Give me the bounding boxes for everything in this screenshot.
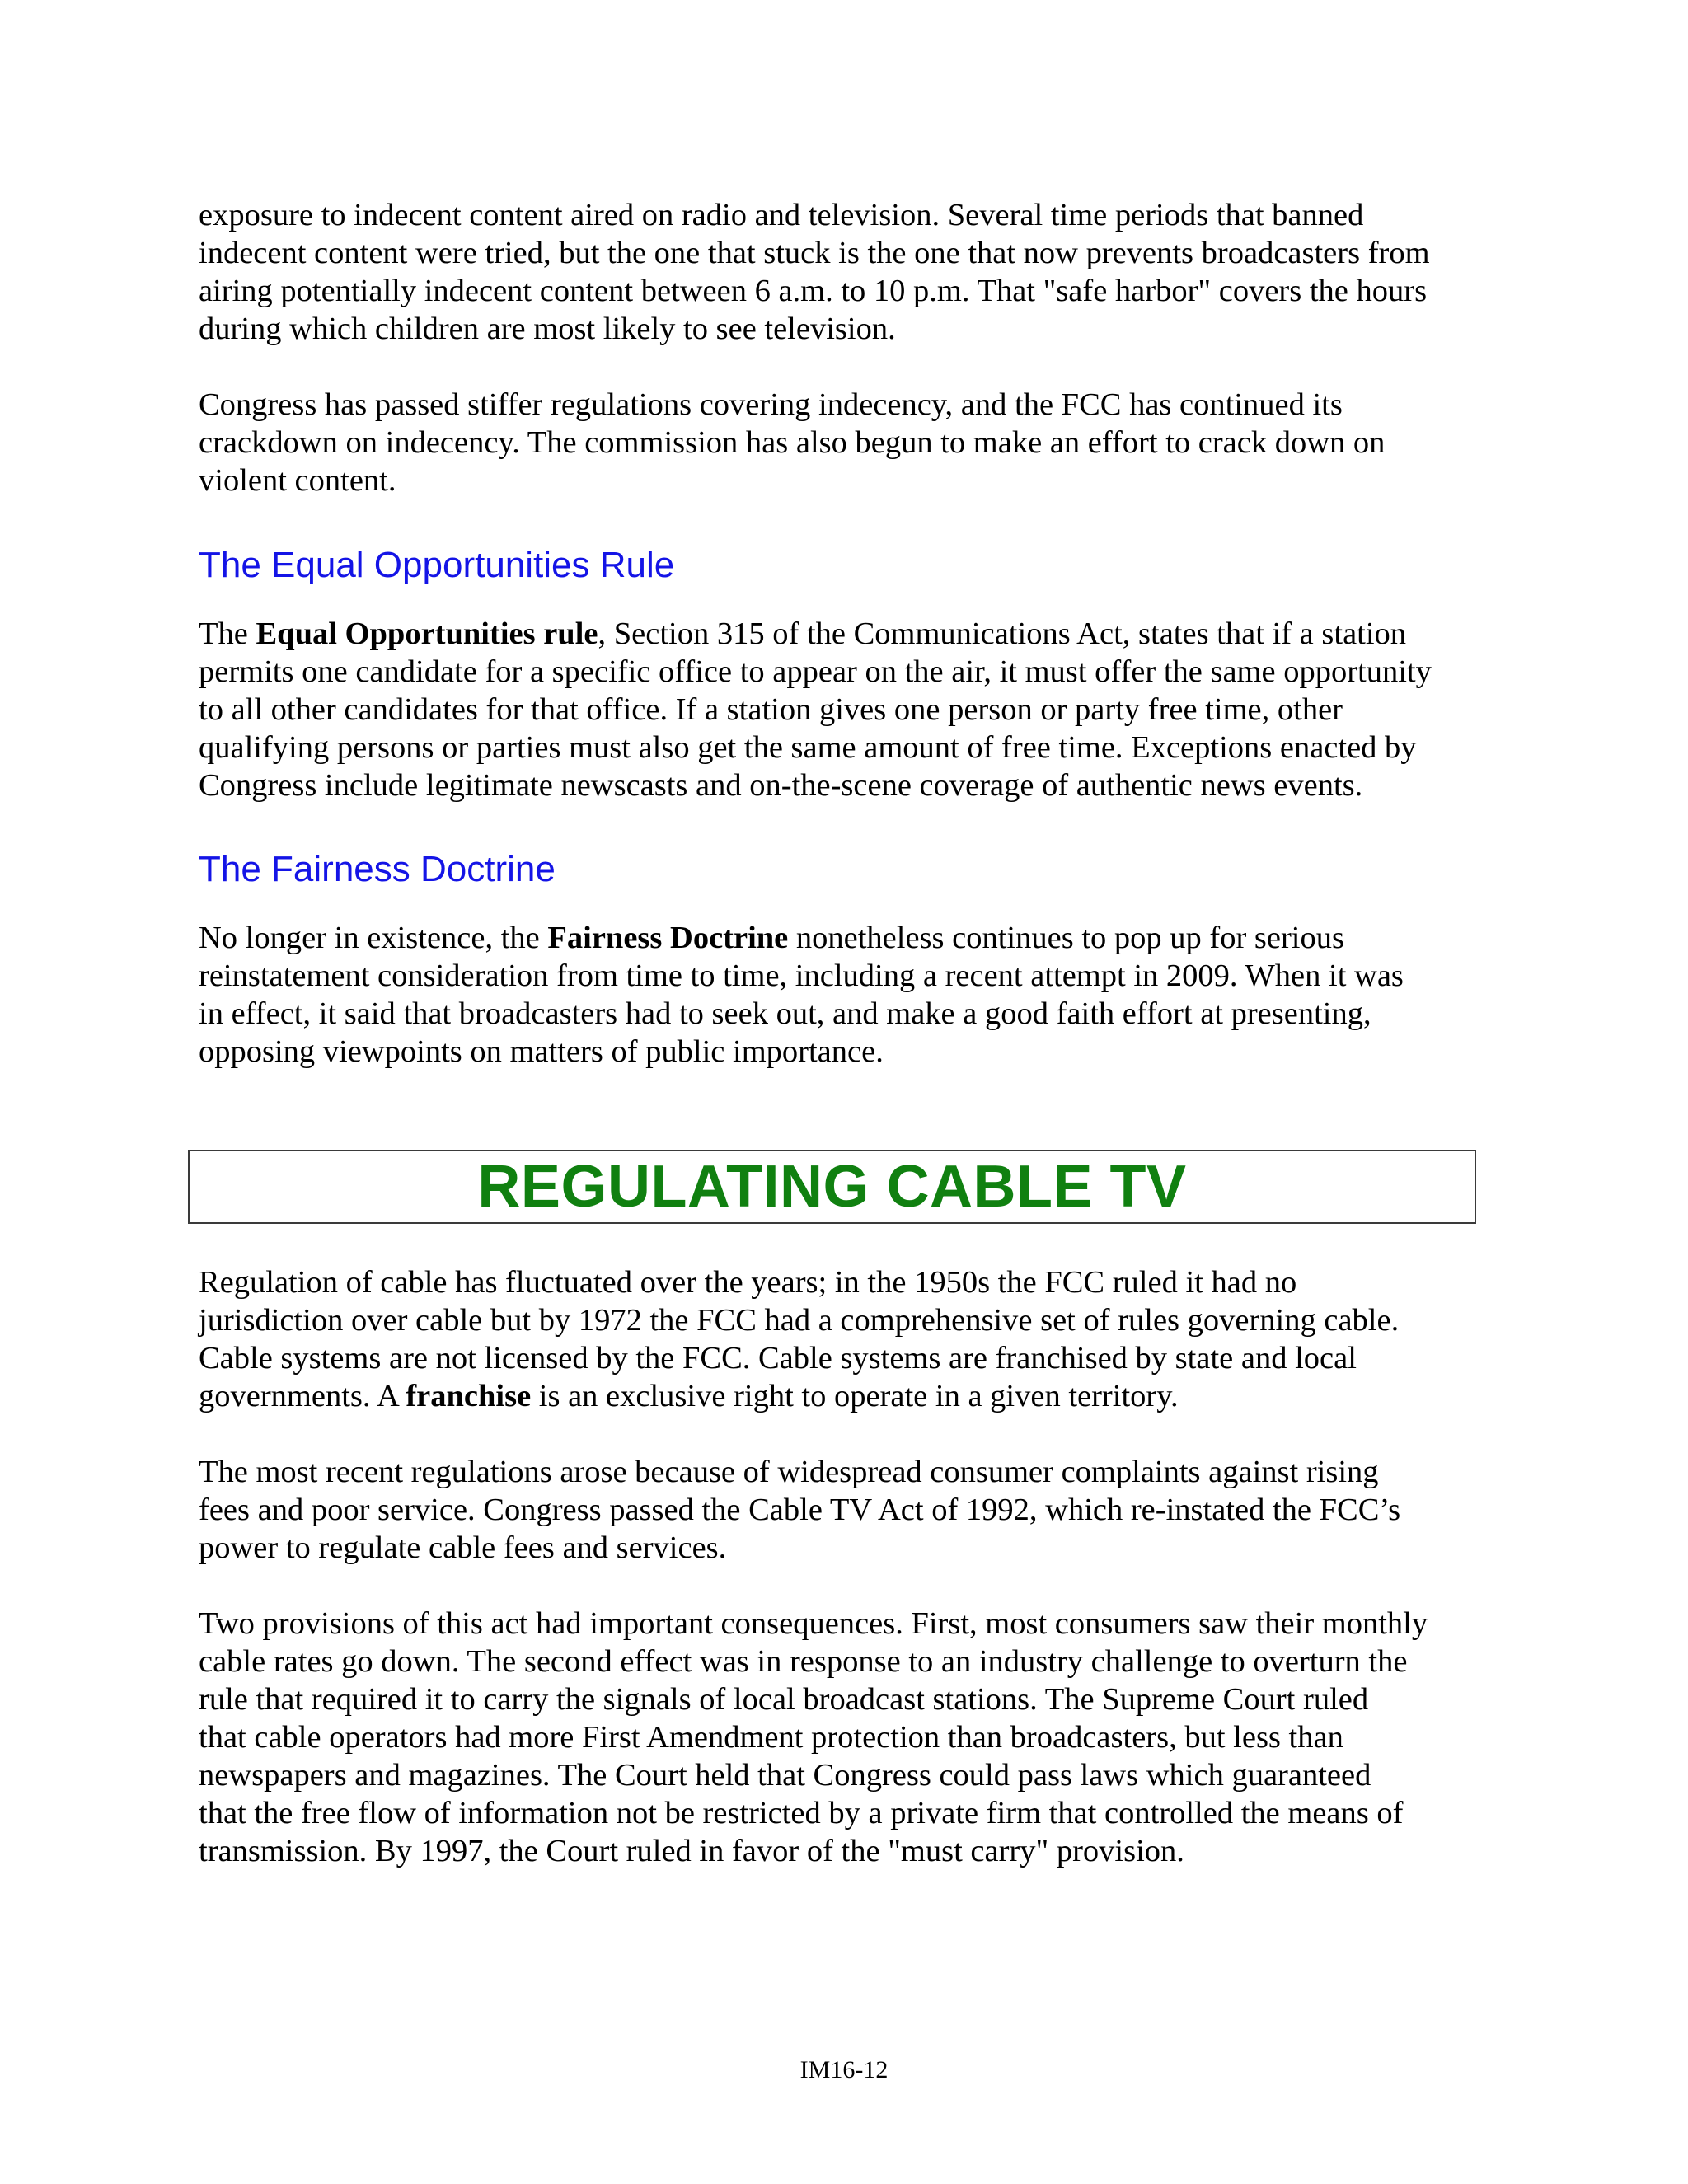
bold-term: franchise	[406, 1379, 532, 1413]
cable-section-title-box	[188, 1150, 1476, 1224]
text-line: reinstatement consideration from time to time, including a recent attempt in 2009. When it was	[199, 958, 1404, 993]
text-line: Cable systems are not licensed by the FCC. Cable systems are franchised by state and local	[199, 1341, 1357, 1376]
bold-term: Fairness Doctrine	[547, 921, 789, 955]
bold-term: Equal Opportunities rule	[256, 616, 598, 651]
text-line: during which children are most likely to see television.	[199, 312, 896, 346]
text-line: jurisdiction over cable but by 1972 the FCC had a comprehensive set of rules governing cable.	[199, 1303, 1400, 1338]
text-line: Two provisions of this act had important consequences. First, most consumers saw their monthly	[199, 1606, 1428, 1641]
text-line: transmission. By 1997, the Court ruled in favor of the "must carry" provision.	[199, 1834, 1184, 1868]
text-line: cable rates go down. The second effect was in response to an industry challenge to overturn the	[199, 1644, 1408, 1679]
text-run: No longer in existence, the	[199, 921, 548, 955]
text-line: airing potentially indecent content between 6 a.m. to 10 p.m. That "safe harbor" covers the hours	[199, 274, 1428, 308]
cable-paragraph-1	[199, 1263, 1399, 1415]
text-run: , Section 315 of the Communications Act, states that if a station	[598, 616, 1407, 651]
cable-paragraph-2	[199, 1453, 1400, 1567]
text-line: The most recent regulations arose because of widespread consumer complaints against rising	[199, 1455, 1379, 1489]
page-number: IM16-12	[799, 2056, 889, 2083]
fairness-doctrine-paragraph	[199, 919, 1404, 1071]
text-line: Congress include legitimate newscasts and on-the-scene coverage of authentic news events.	[199, 768, 1363, 803]
text-line	[199, 1377, 1399, 1415]
text-line: exposure to indecent content aired on radio and television. Several time periods that banned	[199, 198, 1364, 232]
text-line: opposing viewpoints on matters of public importance.	[199, 1034, 884, 1069]
text-line: to all other candidates for that office. If a station gives one person or party free time, other	[199, 692, 1343, 727]
section-heading-equal-opportunities: The Equal Opportunities Rule	[199, 545, 675, 585]
text-line: in effect, it said that broadcasters had to seek out, and make a good faith effort at presenting,	[199, 996, 1372, 1031]
text-run: governments. A	[199, 1379, 406, 1413]
section-heading-fairness-doctrine: The Fairness Doctrine	[199, 849, 556, 889]
text-run: The	[199, 616, 256, 651]
text-line: indecent content were tried, but the one that stuck is the one that now prevents broadcasters from	[199, 236, 1430, 270]
text-line	[199, 615, 1432, 653]
text-line: crackdown on indecency. The commission has also begun to make an effort to crack down on	[199, 425, 1386, 460]
text-line	[199, 919, 1404, 957]
cable-section-title: REGULATING CABLE TV	[477, 1154, 1187, 1220]
text-line: that the free flow of information not be restricted by a private firm that controlled the means of	[199, 1796, 1404, 1830]
text-run: is an exclusive right to operate in a given territory.	[531, 1379, 1179, 1413]
cable-paragraph-3	[199, 1605, 1428, 1870]
text-line: newspapers and magazines. The Court held that Congress could pass laws which guaranteed	[199, 1758, 1372, 1793]
text-line: fees and poor service. Congress passed the Cable TV Act of 1992, which re-instated the FCC’s	[199, 1493, 1401, 1527]
text-run: nonetheless continues to pop up for serious	[788, 921, 1344, 955]
text-line: Congress has passed stiffer regulations covering indecency, and the FCC has continued its	[199, 387, 1343, 422]
text-line: permits one candidate for a specific office to appear on the air, it must offer the same opportunity	[199, 654, 1432, 689]
text-line: qualifying persons or parties must also get the same amount of free time. Exceptions enacted by	[199, 730, 1417, 765]
intro-paragraph-1	[199, 196, 1430, 348]
text-line: Regulation of cable has fluctuated over the years; in the 1950s the FCC ruled it had no	[199, 1265, 1297, 1300]
text-line: violent content.	[199, 463, 396, 498]
equal-opportunities-paragraph	[199, 615, 1432, 804]
text-line: rule that required it to carry the signals of local broadcast stations. The Supreme Court ruled	[199, 1682, 1369, 1717]
text-line: power to regulate cable fees and services.	[199, 1530, 727, 1565]
intro-paragraph-2	[199, 386, 1385, 499]
text-line: that cable operators had more First Amendment protection than broadcasters, but less than	[199, 1720, 1343, 1755]
